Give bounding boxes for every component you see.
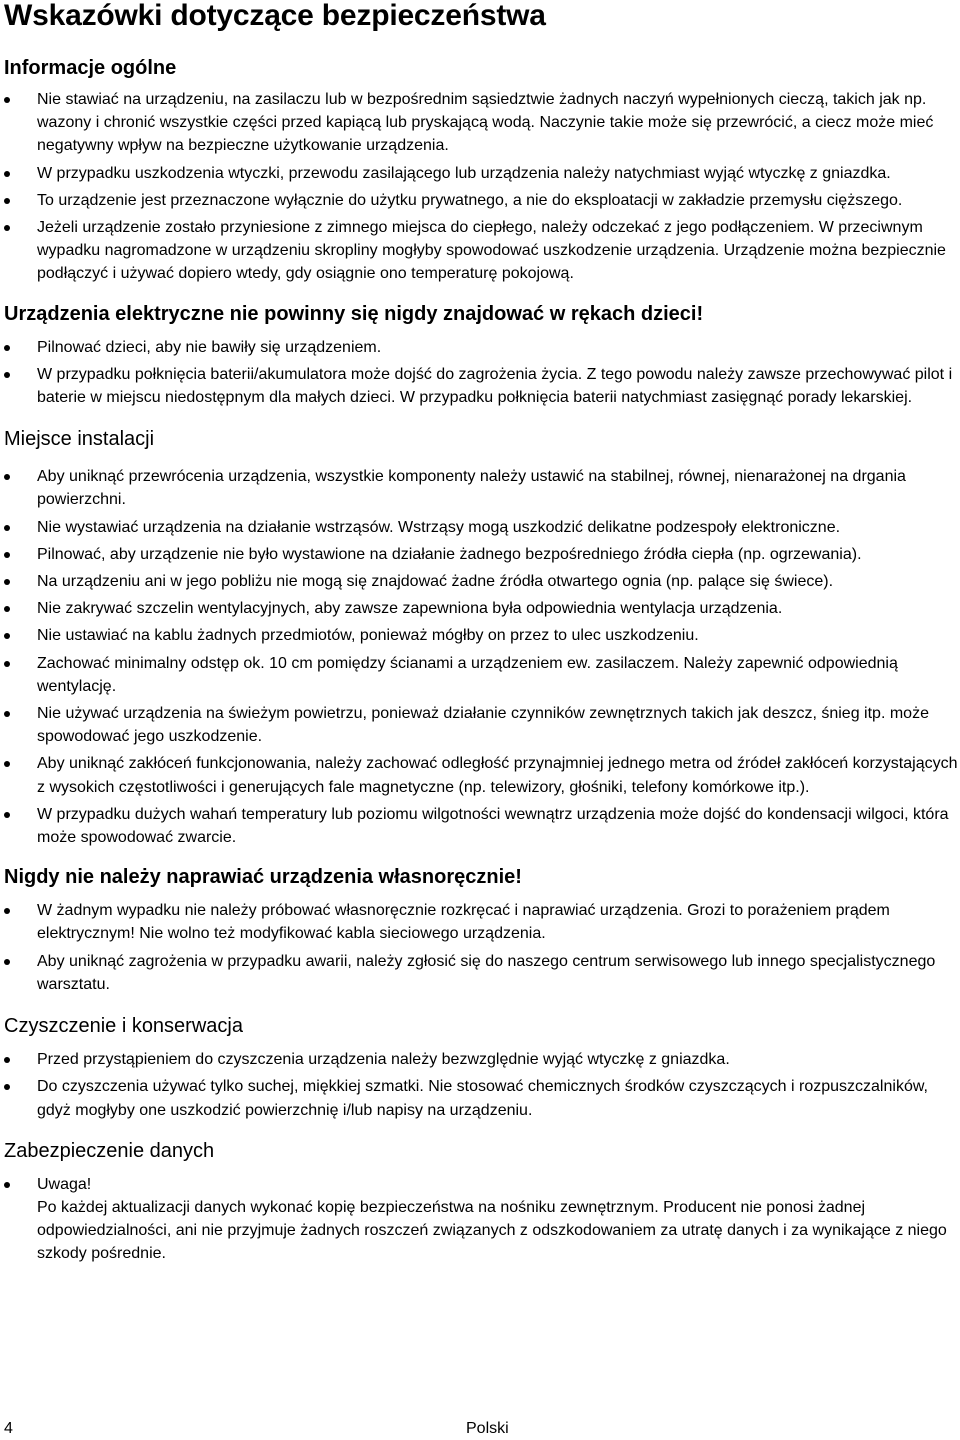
list-item	[4, 216, 960, 286]
bullet-icon	[4, 661, 10, 667]
list-item-text: Pilnować dzieci, aby nie bawiły się urządzeniem.	[37, 338, 382, 356]
bullet-icon	[4, 812, 10, 818]
bullet-icon	[4, 552, 10, 558]
list-item-note: Po każdej aktualizacji danych wykonać kopię bezpieczeństwa na nośniku zewnętrznym. Producent nie ponosi żadnej odpowiedzialności, ani nie przyjmuje żadnych roszczeń związanych z odszkodowaniem za utratę danych i za wynikające z niego szkody pośrednie.	[37, 1198, 947, 1263]
bullet-icon	[4, 198, 10, 204]
bullet-icon	[4, 761, 10, 767]
list-item	[4, 189, 960, 212]
list-item	[4, 336, 960, 359]
bullet-icon	[4, 171, 10, 177]
list-item-text: Zachować minimalny odstęp ok. 10 cm pomiędzy ścianami a urządzeniem ew. zasilaczem. Należy zapewnić odpowiednią wentylację.	[37, 654, 898, 695]
list-item-text: Nie używać urządzenia na świeżym powietrzu, ponieważ działanie czynników zewnętrznych takich jak deszcz, śnieg itp. może spowodować jego uszkodzenie.	[37, 705, 929, 746]
list-item-text: Pilnować, aby urządzenie nie było wystawione na działanie żadnego bezpośredniego źródła ciepła (np. ogrzewania).	[37, 545, 862, 563]
list-item	[4, 652, 960, 698]
list-item	[4, 899, 960, 945]
bullet-list	[4, 1048, 960, 1122]
page-title: Wskazówki dotyczące bezpieczeństwa	[4, 0, 546, 32]
section-cleaning-maintenance	[4, 1014, 960, 1122]
section-heading: Zabezpieczenie danych	[4, 1139, 215, 1162]
list-item-text: W przypadku dużych wahań temperatury lub poziomu wilgotności wewnątrz urządzenia może dojść do kondensacji wilgoci, która może spowodować zwarcie.	[37, 805, 949, 847]
list-item	[4, 570, 960, 593]
list-item-text: Na urządzeniu ani w jego pobliżu nie mogą się znajdować żadne źródła otwartego ognia (np. palące się świece).	[37, 573, 834, 591]
section-children-warning	[4, 302, 960, 410]
bullet-icon	[4, 372, 10, 378]
list-item	[4, 1075, 960, 1121]
list-item	[4, 516, 960, 539]
bullet-list	[4, 1173, 960, 1266]
list-item	[4, 624, 960, 647]
list-item-text: W przypadku uszkodzenia wtyczki, przewodu zasilającego lub urządzenia należy natychmiast wyjąć wtyczkę z gniazdka.	[37, 164, 891, 182]
list-item	[4, 803, 960, 849]
list-item	[4, 88, 960, 158]
bullet-icon	[4, 474, 10, 480]
section-no-self-repair	[4, 865, 960, 996]
bullet-icon	[4, 97, 10, 103]
list-item-text: W żadnym wypadku nie należy próbować własnoręcznie rozkręcać i naprawiać urządzenia. Grozi to porażeniem prądem elektrycznym! Nie wolno też modyfikować kabla sieciowego urządzenia.	[37, 902, 890, 943]
list-item-text: W przypadku połknięcia baterii/akumulatora może dojść do zagrożenia życia. Z tego powodu należy zawsze przechowywać pilot i baterie w miejscu niedostępnym dla małych dzieci. W przypadku połknięcia baterii natychmiast zasięgnąć porady lekarskiej.	[37, 365, 953, 407]
list-item	[4, 543, 960, 566]
section-heading: Czyszczenie i konserwacja	[4, 1015, 243, 1038]
list-item	[4, 1173, 960, 1266]
list-item	[4, 162, 960, 185]
bullet-icon	[4, 959, 10, 965]
list-item-text: Aby uniknąć przewrócenia urządzenia, wszystkie komponenty należy ustawić na stabilnej, równej, nienarażonej na drgania powierzchni.	[37, 468, 906, 509]
list-item-text: Przed przystąpieniem do czyszczenia urządzenia należy bezwzględnie wyjąć wtyczkę z gniazdka.	[37, 1051, 730, 1069]
list-item-text: Do czyszczenia używać tylko suchej, miękkiej szmatki. Nie stosować chemicznych środków czyszczących i rozpuszczalników, gdyż mogłyby one uszkodzić powierzchnię i/lub napisy na urządzeniu.	[37, 1078, 928, 1119]
list-item-text: To urządzenie jest przeznaczone wyłącznie do użytku prywatnego, a nie do eksploatacji w zakładzie przemysłu cięższego.	[37, 191, 903, 209]
bullet-icon	[4, 345, 10, 351]
list-item	[4, 1048, 960, 1071]
section-heading: Miejsce instalacji	[4, 428, 155, 451]
bullet-list	[4, 88, 960, 286]
list-item	[4, 702, 960, 748]
list-item-text: Nie wystawiać urządzenia na działanie wstrząsów. Wstrząsy mogą uszkodzić delikatne podzespoły elektroniczne.	[37, 518, 841, 536]
bullet-list	[4, 336, 960, 410]
list-item	[4, 597, 960, 620]
list-item	[4, 950, 960, 996]
list-item-text: Nie ustawiać na kablu żadnych przedmiotów, ponieważ mógłby on przez to ulec uszkodzeniu.	[37, 627, 699, 645]
bullet-list	[4, 465, 960, 849]
page-footer	[4, 1420, 960, 1440]
footer-language: Polski	[466, 1420, 509, 1437]
bullet-icon	[4, 633, 10, 639]
list-item-text: Aby uniknąć zakłóceń funkcjonowania, należy zachować odległość przynajmniej jednego metra od źródeł zakłóceń korzystających z wysokich częstotliwości i generujących fale magnetyczne (np. telewizory, głośniki, telefony komórkowe itp.).	[37, 755, 958, 796]
bullet-icon	[4, 1182, 10, 1188]
bullet-icon	[4, 908, 10, 914]
list-item-text: Aby uniknąć zagrożenia w przypadku awarii, należy zgłosić się do naszego centrum serwisowego lub innego specjalistycznego warsztatu.	[37, 952, 936, 993]
list-item-text: Uwaga!	[37, 1175, 92, 1193]
list-item-text: Nie stawiać na urządzeniu, na zasilaczu lub w bezpośrednim sąsiedztwie żadnych naczyń wypełnionych cieczą, takich jak np. wazony i chronić wszystkie części przed kapiącą lub pryskającą wodą. Naczynie takie może się przewrócić, a ciecz może mieć negatywny wpływ na bezpieczne użytkowanie urządzenia.	[37, 91, 934, 155]
list-item-text: Nie zakrywać szczelin wentylacyjnych, aby zawsze zapewniona była odpowiednia wentylacja urządzenia.	[37, 600, 783, 618]
section-data-protection	[4, 1139, 960, 1266]
bullet-icon	[4, 606, 10, 612]
bullet-icon	[4, 711, 10, 717]
list-item	[4, 752, 960, 798]
list-item-text: Jeżeli urządzenie zostało przyniesione z zimnego miejsca do ciepłego, należy odczekać z jego podłączeniem. W przeciwnym wypadku nagromadzone w urządzeniu skropliny mogłyby spowodować uszkodzenie urządzenia. Urządzenie można bezpiecznie podłączyć i używać dopiero wtedy, gdy osiągnie ono temperaturę pokojową.	[37, 219, 946, 283]
bullet-icon	[4, 579, 10, 585]
section-heading: Nigdy nie należy naprawiać urządzenia własnoręcznie!	[4, 866, 522, 889]
section-installation-site	[4, 427, 960, 849]
list-item	[4, 465, 960, 511]
bullet-icon	[4, 1084, 10, 1090]
section-heading: Urządzenia elektryczne nie powinny się nigdy znajdować w rękach dzieci!	[4, 302, 704, 325]
bullet-icon	[4, 1057, 10, 1063]
bullet-icon	[4, 525, 10, 531]
list-item	[4, 363, 960, 409]
bullet-list	[4, 899, 960, 996]
page-number: 4	[4, 1420, 13, 1437]
section-heading: Informacje ogólne	[4, 57, 177, 79]
bullet-icon	[4, 225, 10, 231]
section-general-info	[4, 56, 960, 286]
